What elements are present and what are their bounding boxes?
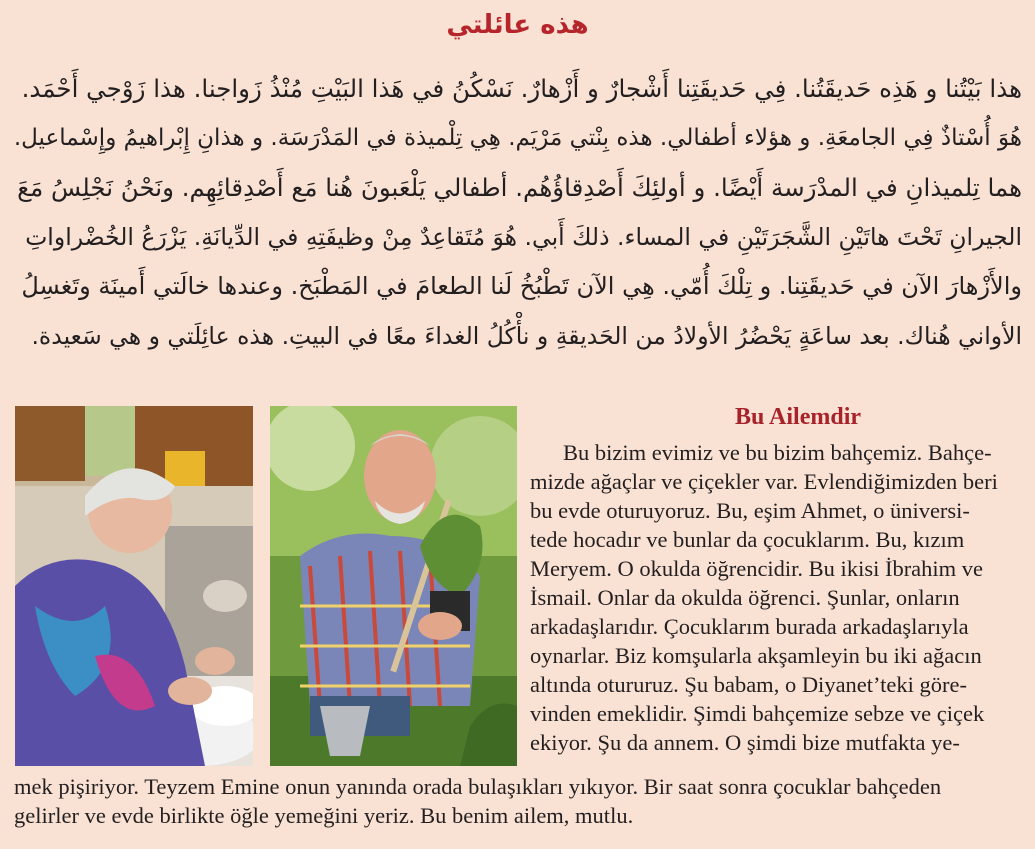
arabic-line: والأَزْهارَ الآن في حَديقَتِنا. و تِلْكَ أُمّي. هِي الآن تَطْبُخُ لَنا الطعامَ في المَطْبَخ. وعندها خالَتي أَمينَة وتَغسِلُ [21, 272, 1022, 300]
turkish-line: gelirler ve evde birlikte öğle yemeğini yeriz. Bu benim ailem, mutlu. [14, 803, 634, 828]
turkish-line: mek pişiriyor. Teyzem Emine onun yanında orada bulaşıkları yıkıyor. Bir saat sonra çocuklar bahçeden [14, 774, 942, 799]
turkish-line: Bu bizim evimiz ve bu bizim bahçemiz. Bahçe- [563, 440, 992, 465]
turkish-line: vinden emeklidir. Şimdi bahçemize sebze ve çiçek [530, 701, 985, 726]
arabic-paragraph [14, 64, 1022, 361]
turkish-line: Meryem. O okulda öğrencidir. Bu ikisi İbrahim ve [530, 556, 984, 581]
turkish-line: altında otururuz. Şu babam, o Diyanet’teki göre- [530, 672, 967, 697]
turkish-line: arkadaşlarıdır. Çocuklarım burada arkadaşlarıyla [530, 614, 969, 639]
arabic-line: الأواني هُناك. بعد ساعَةٍ يَحْضُرُ الأولادُ من الحَديقةِ و نأْكُلُ الغداءَ معًا في البيتِ. هذه عائِلَتي و هي سَعيدة. [31, 321, 1022, 350]
arabic-line: هُوَ أُسْتاذٌ فِي الجامعَةِ. و هؤلاء أطفالي. هذه بِنْتي مَرْيَم. هِي تِلْميذة في المَدْرَسَة. و هذانِ إِبْراهيمُ وإِسْماعيل. [14, 124, 1022, 151]
arabic-line: الجيرانِ تَحْتَ هاتَيْنِ الشَّجَرَتَيْنِ في المساء. ذلكَ أَبي. هُوَ مُتَقاعِدٌ مِنْ وظيفَتِهِ في الدِّيانَةِ. يَزْرَعُ الخُضْراواتِ [25, 222, 1022, 251]
turkish-line: İsmail. Onlar da okulda öğrenci. Şunlar, onların [530, 585, 960, 610]
turkish-line: bu evde oturuyoruz. Bu, eşim Ahmet, o üniversi- [530, 498, 970, 523]
turkish-title: Bu Ailemdir [735, 404, 862, 430]
turkish-line: ekiyor. Şu da annem. O şimdi bize mutfakta ye- [530, 730, 960, 755]
turkish-line: oynarlar. Biz komşularla akşamleyin bu iki ağacın [530, 643, 982, 668]
photo-grandmother-cooking [15, 406, 253, 766]
arabic-title: هذه عائلتي [446, 10, 589, 40]
arabic-line: هذا بَيْتُنا و هَذِه حَديقَتُنا. فِي حَديقَتِنا أَشْجارٌ و أَزْهارٌ. نَسْكُنُ في هَذا البَيْتِ مُنْذُ زَواجنا. هذا زَوْجي أَحْمَد. [21, 74, 1022, 103]
arabic-line: هما تِلميذانِ في المدْرَسة أَيْضًا. و أولئِكَ أَصْدِقاؤُهُم. أطفالي يَلْعَبونَ هُنا مَع أَصْدِقائِهِم. ونَحْنُ نَجْلِسُ مَعَ [17, 173, 1022, 202]
turkish-line: mizde ağaçlar ve çiçekler var. Evlendiğimizden beri [530, 469, 998, 494]
turkish-line: tede hocadır ve bunlar da çocuklarım. Bu, kızım [530, 527, 965, 552]
photo-grandfather-gardening [270, 406, 517, 766]
